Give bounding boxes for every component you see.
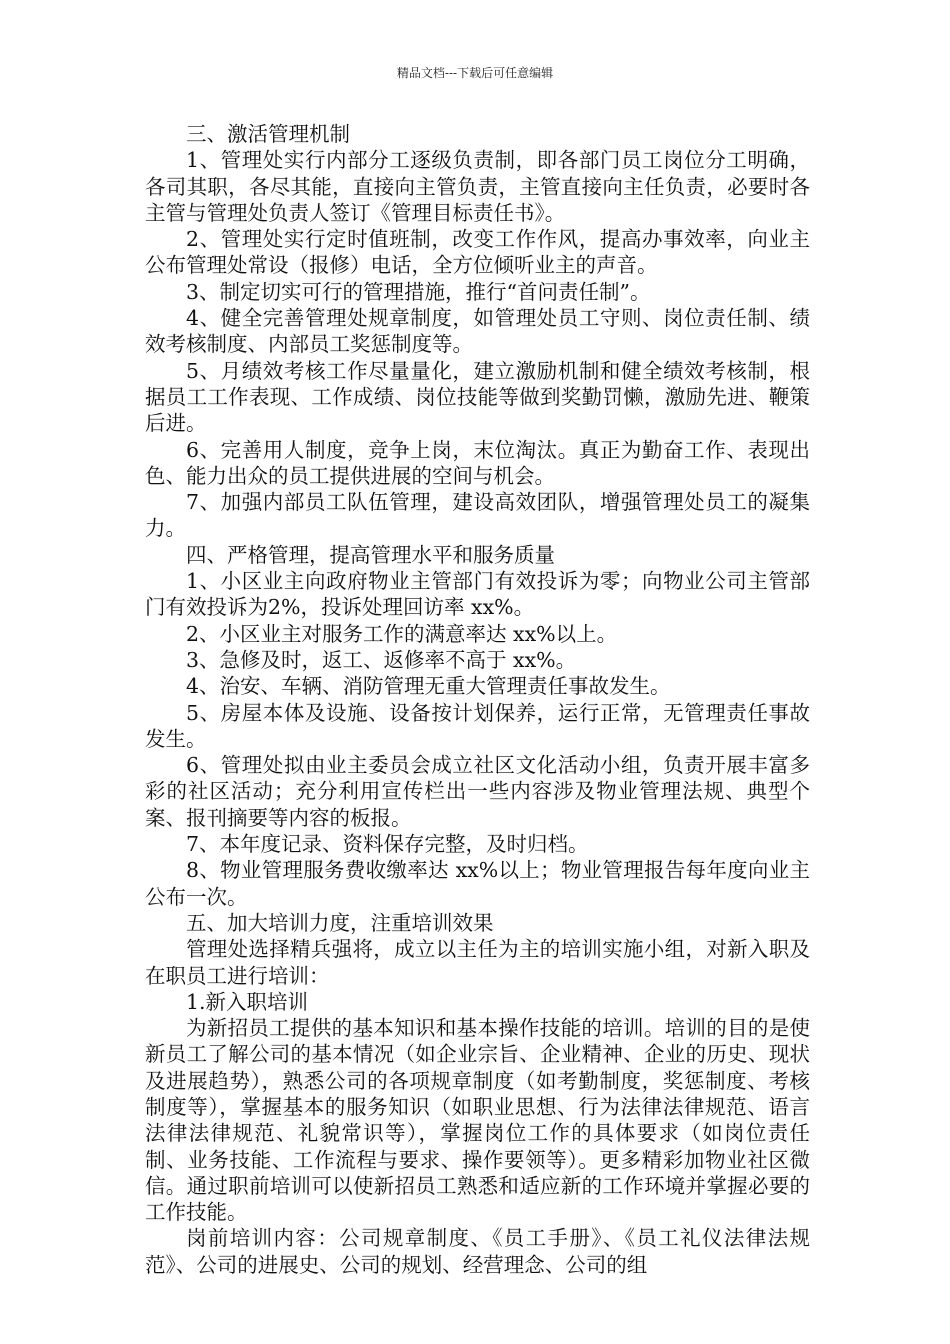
subsection-heading: 1.新入职培训 <box>186 989 309 1014</box>
paragraph: 8、物业管理服务费收缴率达 xx%以上；物业管理报告每年度向业主公布一次。 <box>145 858 810 909</box>
paragraph: 管理处选择精兵强将，成立以主任为主的培训实施小组，对新入职及在职员工进行培训： <box>145 937 810 988</box>
paragraph: 1、管理处实行内部分工逐级负责制，即各部门员工岗位分工明确，各司其职，各尽其能，直接向主管负责，主管直接向主任负责，必要时各主管与管理处负责人签订《管理目标责任书》。 <box>145 148 810 225</box>
section-heading-5: 五、加大培训力度，注重培训效果 <box>186 910 494 935</box>
section-heading-4: 四、严格管理，提高管理水平和服务质量 <box>186 542 555 567</box>
paragraph: 7、本年度记录、资料保存完整，及时归档。 <box>186 832 589 857</box>
paragraph: 4、健全完善管理处规章制度，如管理处员工守则、岗位责任制、绩效考核制度、内部员工奖惩制度等。 <box>145 306 810 357</box>
paragraph: 3、制定切实可行的管理措施，推行“首问责任制”。 <box>186 279 651 304</box>
paragraph: 2、管理处实行定时值班制，改变工作作风，提高办事效率，向业主公布管理处常设（报修）电话，全方位倾听业主的声音。 <box>145 227 810 278</box>
page-header: 精品文档---下载后可任意编辑 <box>396 66 554 80</box>
paragraph: 4、治安、车辆、消防管理无重大管理责任事故发生。 <box>186 674 671 699</box>
paragraph: 2、小区业主对服务工作的满意率达 xx%以上。 <box>186 621 618 646</box>
document-body <box>145 121 810 1278</box>
paragraph: 5、房屋本体及设施、设备按计划保养，运行正常，无管理责任事故发生。 <box>145 700 810 751</box>
paragraph: 6、管理处拟由业主委员会成立社区文化活动小组，负责开展丰富多彩的社区活动；充分利用宣传栏出一些内容涉及物业管理法规、典型个案、报刊摘要等内容的板报。 <box>145 753 810 830</box>
paragraph: 5、月绩效考核工作尽量量化，建立激励机制和健全绩效考核制，根据员工工作表现、工作成绩、岗位技能等做到奖勤罚懒，激励先进、鞭策后进。 <box>145 358 810 436</box>
section-heading-3: 三、激活管理机制 <box>186 122 350 146</box>
paragraph: 7、加强内部员工队伍管理，建设高效团队，增强管理处员工的凝集力。 <box>145 490 810 541</box>
paragraph: 6、完善用人制度，竞争上岗，末位淘汰。真正为勤奋工作、表现出色、能力出众的员工提供进展的空间与机会。 <box>145 437 810 488</box>
paragraph: 3、急修及时，返工、返修率不高于 xx%。 <box>186 647 577 672</box>
paragraph: 1、小区业主向政府物业主管部门有效投诉为零；向物业公司主管部门有效投诉为2%，投诉处理回访率 xx%。 <box>145 569 810 620</box>
paragraph: 为新招员工提供的基本知识和基本操作技能的培训。培训的目的是使新员工了解公司的基本情况（如企业宗旨、企业精神、企业的历史、现状及进展趋势），熟悉公司的各项规章制度（如考勤制度，奖惩制度、考核制度等），掌握基本的服务知识（如职业思想、行为法律法律规范、语言法律法律规范、礼貌常识等），掌握岗位工作的具体要求（如岗位责任制、业务技能、工作流程与要求、操作要领等）。更多精彩加物业社区微信。通过职前培训可以使新招员工熟悉和适应新的工作环境并掌握必要的工作技能。 <box>145 1016 810 1225</box>
paragraph: 岗前培训内容：公司规章制度、《员工手册》、《员工礼仪法律法规范》、公司的进展史、公司的规划、经营理念、公司的组 <box>145 1226 810 1277</box>
